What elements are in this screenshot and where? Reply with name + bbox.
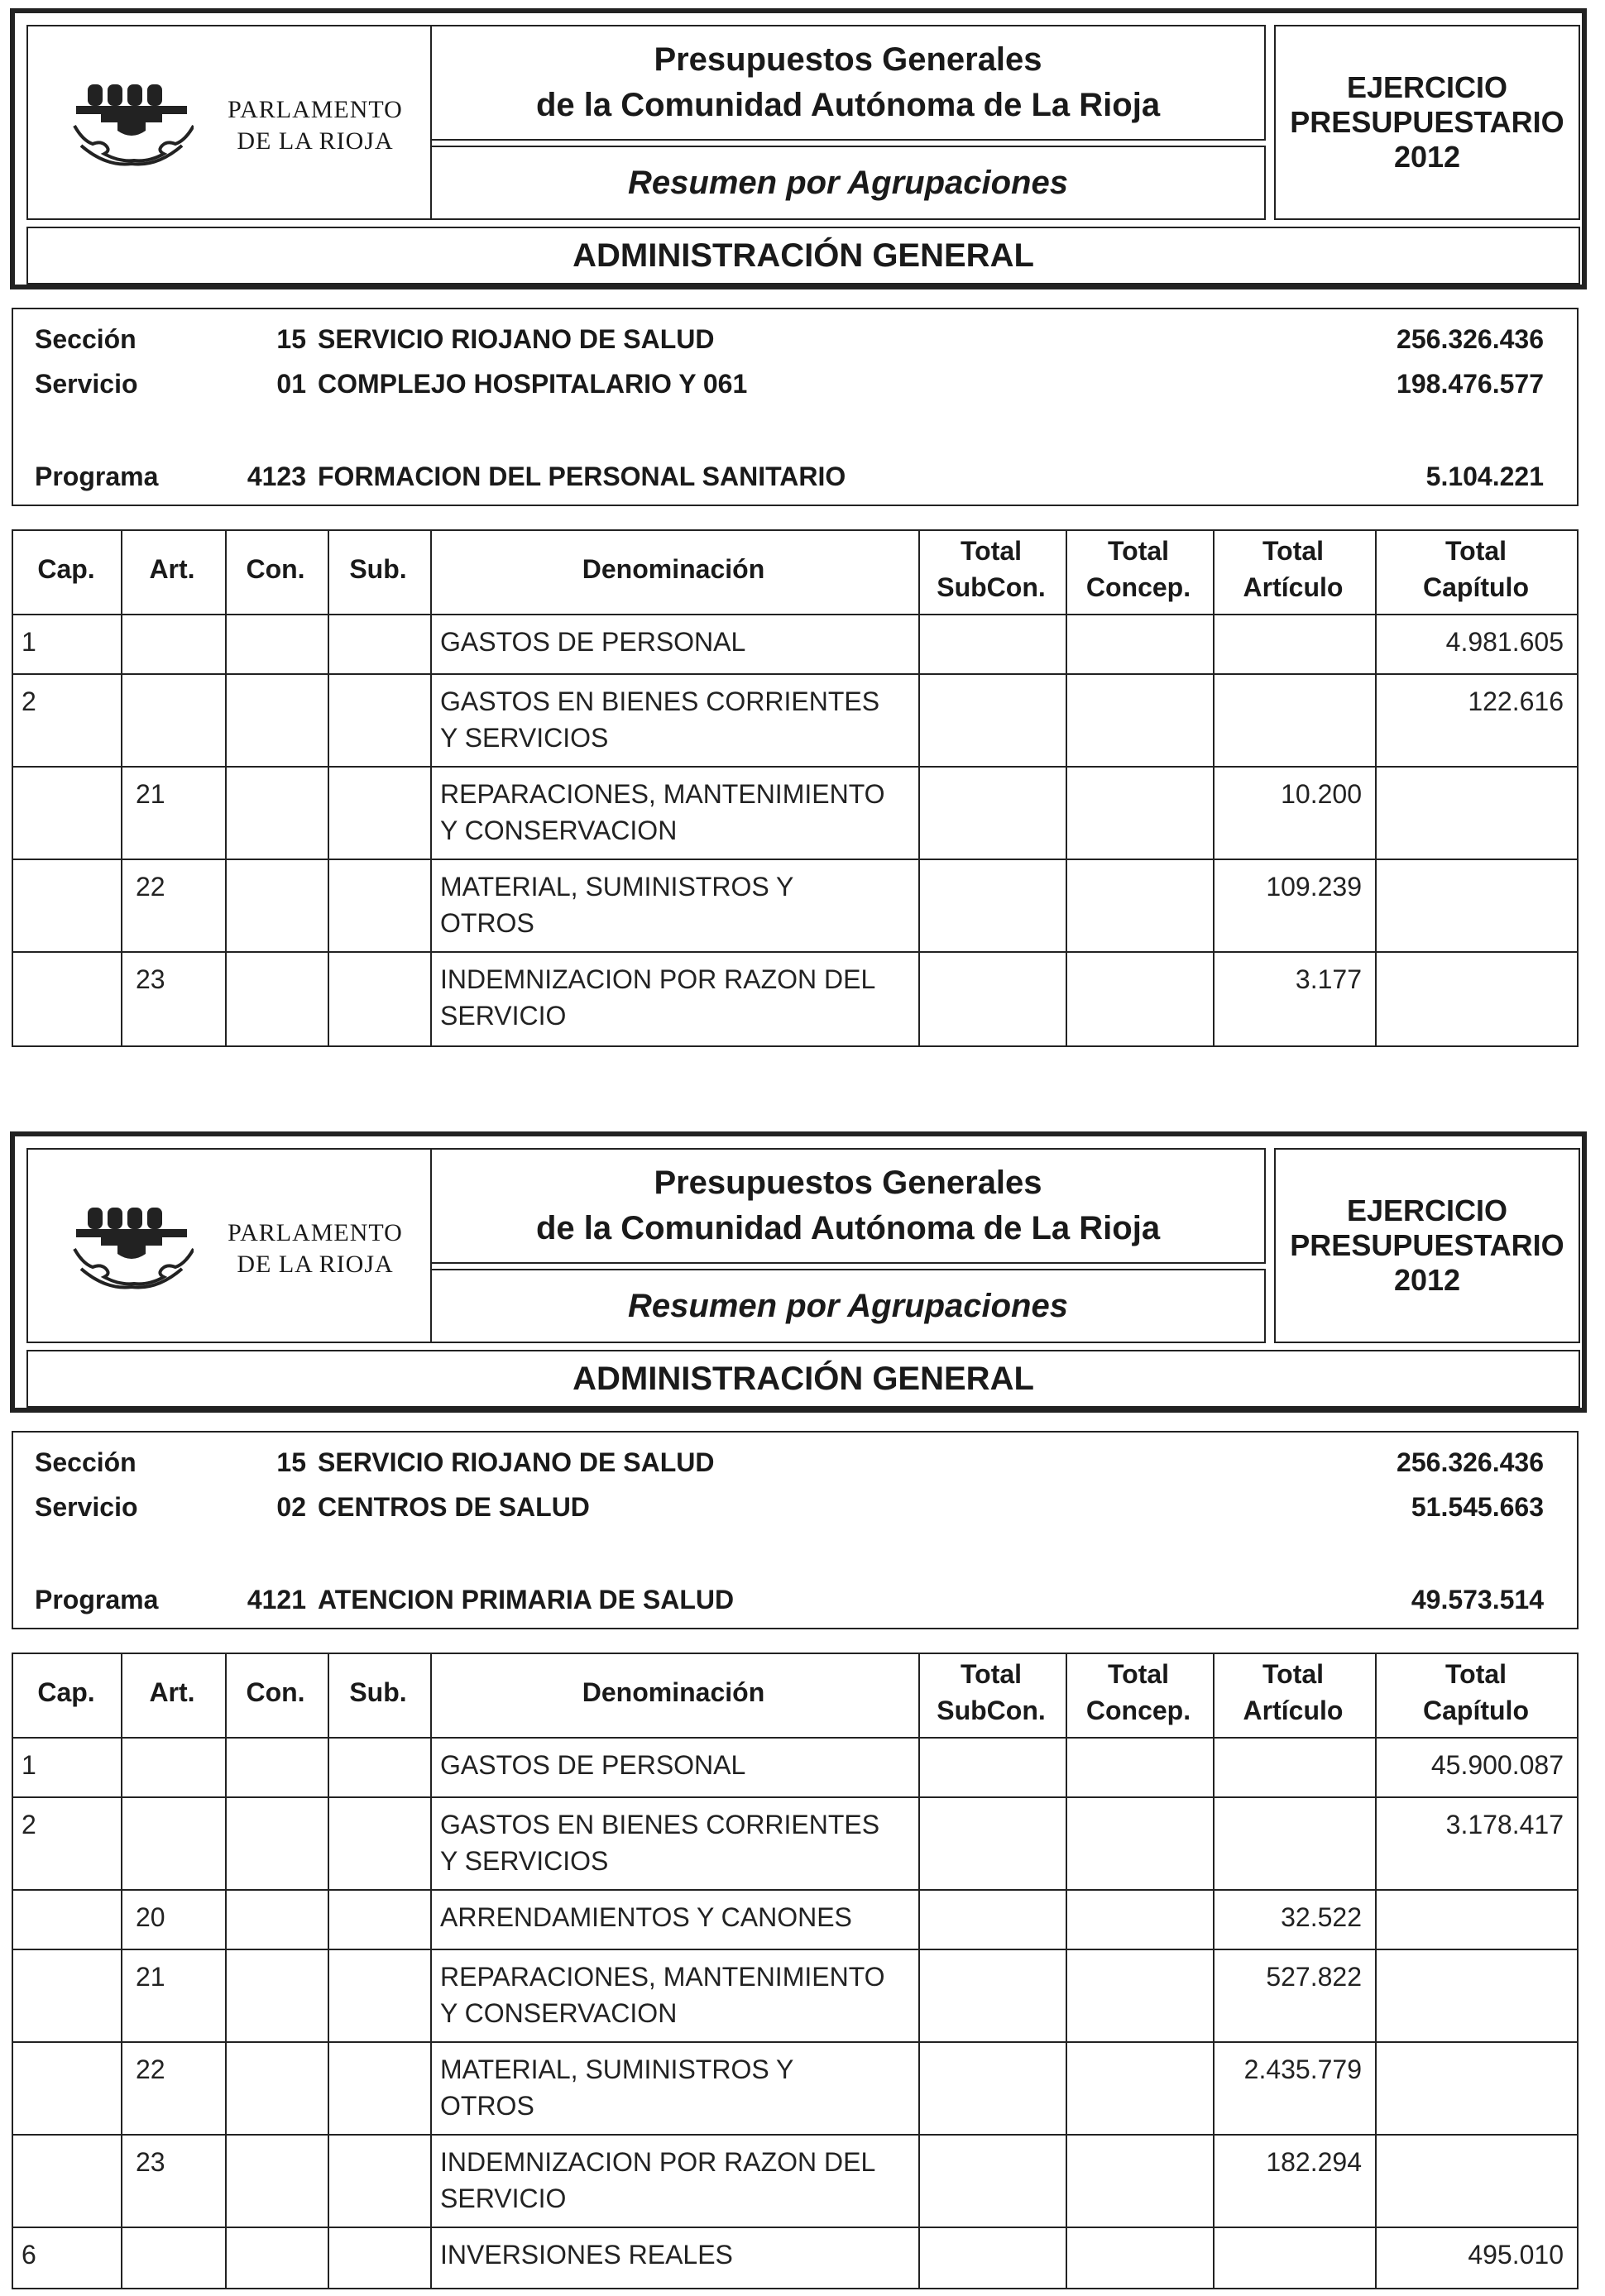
seccion-row	[13, 1441, 1577, 1482]
ejercicio-year: 2012	[1393, 1263, 1461, 1297]
logo-line2: DE LA RIOJA	[237, 127, 394, 155]
programa-code: 4121	[247, 1585, 306, 1614]
cell-total-articulo: 527.822	[1266, 1962, 1362, 1992]
logo-line2: DE LA RIOJA	[237, 1251, 394, 1278]
denominacion-line2: OTROS	[440, 908, 534, 938]
col-capitulo	[1375, 1656, 1577, 1729]
cell-total-articulo: 3.177	[1295, 964, 1362, 994]
denominacion-line1: GASTOS DE PERSONAL	[440, 1750, 746, 1780]
cell-denominacion	[440, 624, 912, 660]
ejercicio-box	[1274, 25, 1580, 220]
column-divider	[1066, 531, 1067, 1045]
servicio-name: CENTROS DE SALUD	[318, 1492, 590, 1522]
table-row	[13, 615, 1577, 673]
ejercicio-box	[1274, 1148, 1580, 1343]
denominacion-line1: INDEMNIZACION POR RAZON DEL	[440, 964, 876, 994]
programa-label: Programa	[35, 1585, 159, 1614]
title-line2: de la Comunidad Autónoma de La Rioja	[535, 87, 1161, 123]
budget-block	[0, 0, 1605, 1100]
denominacion-line2: SERVICIO	[440, 1001, 567, 1031]
col-con: Con.	[246, 554, 305, 584]
programa-name: FORMACION DEL PERSONAL SANITARIO	[318, 462, 846, 491]
denominacion-line1: INVERSIONES REALES	[440, 2240, 733, 2270]
column-divider	[1066, 1654, 1067, 2288]
column-divider	[1375, 531, 1377, 1045]
servicio-amount: 198.476.577	[1397, 369, 1544, 399]
logo-box	[26, 1148, 432, 1343]
seccion-code: 15	[276, 1447, 306, 1477]
ejercicio-line2: PRESUPUESTARIO	[1290, 1228, 1564, 1262]
col-capitulo-label: Capítulo	[1423, 1696, 1529, 1725]
cell-art: 21	[136, 779, 165, 809]
parlamento-name	[204, 1217, 427, 1280]
section-info	[12, 1431, 1579, 1629]
table-row	[13, 1798, 1577, 1889]
cell-denominacion	[440, 1806, 912, 1879]
col-subcon	[918, 1656, 1064, 1729]
title-line1: Presupuestos Generales	[654, 1165, 1042, 1201]
denominacion-line1: REPARACIONES, MANTENIMIENTO	[440, 779, 885, 809]
col-capitulo-total: Total	[1444, 1659, 1507, 1689]
denominacion-line2: SERVICIO	[440, 2184, 567, 2213]
cell-denominacion	[440, 2144, 912, 2217]
title-line2: de la Comunidad Autónoma de La Rioja	[535, 1210, 1161, 1246]
section-info	[12, 308, 1579, 506]
col-capitulo-label: Capítulo	[1423, 572, 1529, 602]
col-capitulo-total: Total	[1444, 536, 1507, 566]
report-header	[10, 8, 1587, 289]
denominacion-line1: MATERIAL, SUMINISTROS Y	[440, 2054, 794, 2084]
col-concep	[1066, 533, 1211, 605]
col-concep-total: Total	[1107, 1659, 1170, 1689]
cell-denominacion	[440, 2236, 912, 2273]
col-sub: Sub.	[349, 1677, 407, 1707]
seccion-label: Sección	[35, 1447, 137, 1477]
col-cap: Cap.	[37, 1677, 95, 1707]
column-divider	[1213, 531, 1215, 1045]
col-con: Con.	[246, 1677, 305, 1707]
seccion-label: Sección	[35, 324, 137, 354]
servicio-row	[13, 362, 1577, 404]
cell-total-capitulo: 122.616	[1468, 686, 1564, 716]
denominacion-line2: Y SERVICIOS	[440, 1846, 609, 1876]
column-divider	[918, 531, 920, 1045]
column-divider	[328, 1654, 329, 2288]
ejercicio-year: 2012	[1393, 140, 1461, 174]
column-divider	[430, 531, 432, 1045]
denominacion-line1: MATERIAL, SUMINISTROS Y	[440, 872, 794, 902]
ejercicio-line1: EJERCICIO	[1346, 1193, 1508, 1227]
denominacion-line2: Y CONSERVACION	[440, 816, 678, 845]
table-row	[13, 860, 1577, 951]
col-articulo-label: Artículo	[1243, 1696, 1344, 1725]
cell-denominacion	[440, 2051, 912, 2124]
seccion-amount: 256.326.436	[1397, 1447, 1544, 1477]
table-row	[13, 2136, 1577, 2227]
table-row	[13, 768, 1577, 859]
seccion-name: SERVICIO RIOJANO DE SALUD	[318, 324, 715, 354]
logo-line1: PARLAMENTO	[228, 1219, 403, 1246]
table-row	[13, 2043, 1577, 2134]
cell-denominacion	[440, 776, 912, 849]
cell-total-capitulo: 3.178.417	[1445, 1810, 1564, 1839]
cell-art: 23	[136, 2147, 165, 2177]
budget-table	[12, 1653, 1579, 2289]
cell-denominacion	[440, 1747, 912, 1783]
cell-denominacion	[440, 1899, 912, 1935]
denominacion-line1: GASTOS EN BIENES CORRIENTES	[440, 1810, 880, 1839]
col-denominacion: Denominación	[582, 1677, 765, 1707]
col-art: Art.	[149, 1677, 195, 1707]
cell-cap: 2	[22, 1810, 36, 1839]
column-divider	[328, 531, 329, 1045]
programa-label: Programa	[35, 462, 159, 491]
logo-box	[26, 25, 432, 220]
table-row	[13, 1739, 1577, 1796]
servicio-label: Servicio	[35, 1492, 138, 1522]
servicio-code: 01	[276, 369, 306, 399]
programa-row	[13, 1578, 1577, 1619]
column-divider	[1375, 1654, 1377, 2288]
servicio-name: COMPLEJO HOSPITALARIO Y 061	[318, 369, 748, 399]
cell-total-articulo: 2.435.779	[1243, 2054, 1362, 2084]
denominacion-line2: OTROS	[440, 2091, 534, 2121]
col-concep	[1066, 1656, 1211, 1729]
col-denominacion: Denominación	[582, 554, 765, 584]
administracion-title: ADMINISTRACIÓN GENERAL	[26, 227, 1580, 285]
col-articulo-label: Artículo	[1243, 572, 1344, 602]
cell-denominacion	[440, 1959, 912, 2031]
col-sub: Sub.	[349, 554, 407, 584]
title-box	[430, 25, 1266, 141]
servicio-amount: 51.545.663	[1411, 1492, 1544, 1522]
denominacion-line1: GASTOS DE PERSONAL	[440, 627, 746, 657]
table-row	[13, 1950, 1577, 2041]
table-row	[13, 953, 1577, 1044]
column-divider	[121, 531, 122, 1045]
denominacion-line1: INDEMNIZACION POR RAZON DEL	[440, 2147, 876, 2177]
subtitle: Resumen por Agrupaciones	[430, 1269, 1266, 1343]
cell-cap: 6	[22, 2240, 36, 2270]
column-divider	[918, 1654, 920, 2288]
col-concep-label: Concep.	[1085, 1696, 1191, 1725]
cell-cap: 1	[22, 1750, 36, 1780]
cell-art: 21	[136, 1962, 165, 1992]
cell-art: 22	[136, 872, 165, 902]
denominacion-line2: Y SERVICIOS	[440, 723, 609, 753]
col-subcon	[918, 533, 1064, 605]
table-row	[13, 675, 1577, 766]
programa-row	[13, 455, 1577, 496]
budget-table	[12, 529, 1579, 1047]
column-divider	[225, 531, 227, 1045]
parlamento-logo-icon	[69, 76, 194, 167]
col-concep-total: Total	[1107, 536, 1170, 566]
servicio-code: 02	[276, 1492, 306, 1522]
column-divider	[1213, 1654, 1215, 2288]
cell-art: 23	[136, 964, 165, 994]
col-subcon-label: SubCon.	[937, 572, 1046, 602]
subtitle: Resumen por Agrupaciones	[430, 146, 1266, 220]
denominacion-line1: GASTOS EN BIENES CORRIENTES	[440, 686, 880, 716]
cell-total-articulo: 182.294	[1266, 2147, 1362, 2177]
report-header	[10, 1131, 1587, 1413]
parlamento-name	[204, 94, 427, 157]
seccion-amount: 256.326.436	[1397, 324, 1544, 354]
cell-cap: 1	[22, 627, 36, 657]
col-articulo	[1213, 533, 1373, 605]
cell-art: 22	[136, 2054, 165, 2084]
denominacion-line1: ARRENDAMIENTOS Y CANONES	[440, 1902, 852, 1932]
title-line1: Presupuestos Generales	[654, 41, 1042, 78]
seccion-row	[13, 318, 1577, 359]
cell-denominacion	[440, 683, 912, 756]
ejercicio-line1: EJERCICIO	[1346, 70, 1508, 104]
programa-amount: 5.104.221	[1425, 462, 1544, 491]
programa-amount: 49.573.514	[1411, 1585, 1544, 1614]
denominacion-line2: Y CONSERVACION	[440, 1998, 678, 2028]
logo-line1: PARLAMENTO	[228, 96, 403, 123]
col-art: Art.	[149, 554, 195, 584]
col-articulo	[1213, 1656, 1373, 1729]
col-subcon-label: SubCon.	[937, 1696, 1046, 1725]
col-articulo-total: Total	[1262, 536, 1325, 566]
column-divider	[430, 1654, 432, 2288]
programa-code: 4123	[247, 462, 306, 491]
col-subcon-total: Total	[960, 1659, 1023, 1689]
administracion-title: ADMINISTRACIÓN GENERAL	[26, 1350, 1580, 1408]
col-cap: Cap.	[37, 554, 95, 584]
cell-total-articulo: 10.200	[1281, 779, 1362, 809]
budget-block	[0, 1123, 1605, 2270]
seccion-name: SERVICIO RIOJANO DE SALUD	[318, 1447, 715, 1477]
cell-total-capitulo: 4.981.605	[1445, 627, 1564, 657]
denominacion-line1: REPARACIONES, MANTENIMIENTO	[440, 1962, 885, 1992]
cell-denominacion	[440, 961, 912, 1034]
cell-total-capitulo: 495.010	[1468, 2240, 1564, 2270]
programa-name: ATENCION PRIMARIA DE SALUD	[318, 1585, 735, 1614]
cell-total-articulo: 109.239	[1266, 872, 1362, 902]
servicio-label: Servicio	[35, 369, 138, 399]
cell-cap: 2	[22, 686, 36, 716]
table-row	[13, 1891, 1577, 1949]
ejercicio-line2: PRESUPUESTARIO	[1290, 105, 1564, 139]
column-divider	[225, 1654, 227, 2288]
cell-total-articulo: 32.522	[1281, 1902, 1362, 1932]
title-box	[430, 1148, 1266, 1264]
col-subcon-total: Total	[960, 536, 1023, 566]
col-concep-label: Concep.	[1085, 572, 1191, 602]
col-articulo-total: Total	[1262, 1659, 1325, 1689]
cell-denominacion	[440, 868, 912, 941]
parlamento-logo-icon	[69, 1199, 194, 1290]
seccion-code: 15	[276, 324, 306, 354]
col-capitulo	[1375, 533, 1577, 605]
table-row	[13, 2228, 1577, 2286]
column-divider	[121, 1654, 122, 2288]
servicio-row	[13, 1485, 1577, 1527]
cell-art: 20	[136, 1902, 165, 1932]
cell-total-capitulo: 45.900.087	[1430, 1750, 1564, 1780]
